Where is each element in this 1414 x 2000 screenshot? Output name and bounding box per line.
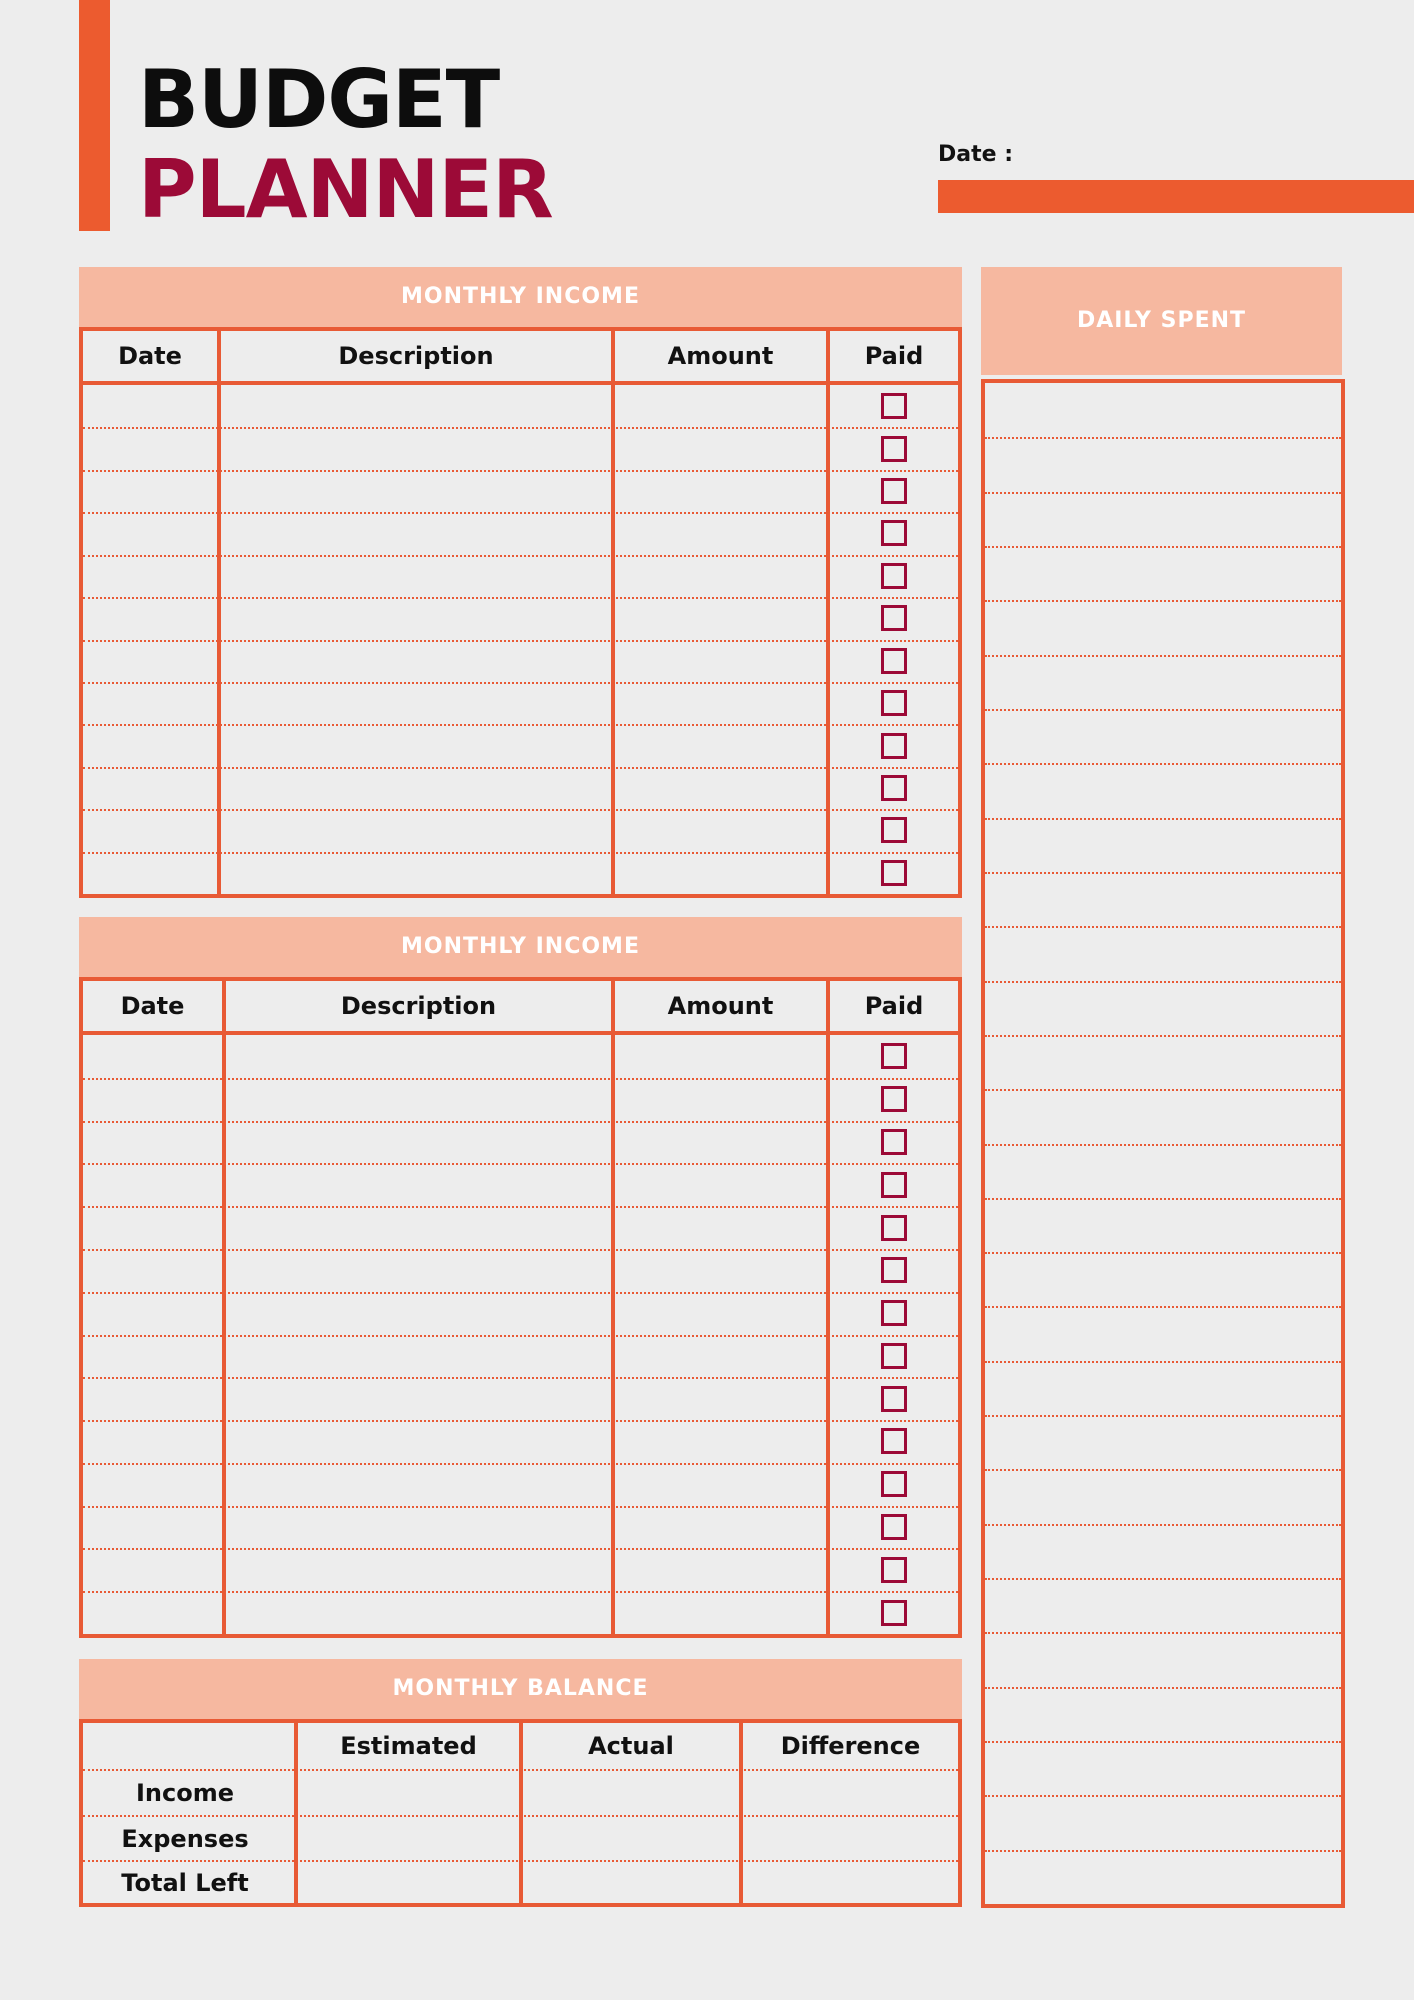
col-header-date: Date (118, 342, 182, 370)
paid-checkbox[interactable] (881, 1215, 907, 1241)
row-divider (83, 512, 958, 514)
paid-checkbox[interactable] (881, 1514, 907, 1540)
daily-spent-line (985, 1850, 1341, 1852)
daily-spent-line (985, 1361, 1341, 1363)
daily-spent-line (985, 1687, 1341, 1689)
paid-checkbox[interactable] (881, 1600, 907, 1626)
daily-spent-line (985, 763, 1341, 765)
col-header-amount: Amount (667, 342, 774, 370)
daily-spent-line (985, 600, 1341, 602)
paid-checkbox[interactable] (881, 648, 907, 674)
paid-checkbox[interactable] (881, 393, 907, 419)
row-divider (83, 1163, 958, 1165)
header-divider (83, 1031, 958, 1035)
date-label: Date : (938, 142, 1014, 167)
paid-checkbox[interactable] (881, 1343, 907, 1369)
row-divider (83, 1591, 958, 1593)
row-divider (83, 1420, 958, 1422)
daily-spent-line (985, 1089, 1341, 1091)
daily-spent-line (985, 926, 1341, 928)
col-header-estimated: Estimated (340, 1732, 477, 1760)
daily-spent-line (985, 437, 1341, 439)
paid-checkbox[interactable] (881, 1428, 907, 1454)
row-divider (83, 724, 958, 726)
paid-checkbox[interactable] (881, 860, 907, 886)
daily-spent-line (985, 1741, 1341, 1743)
paid-checkbox[interactable] (881, 1557, 907, 1583)
daily-spent-line (985, 655, 1341, 657)
col-header-paid: Paid (864, 342, 924, 370)
daily-spent-line (985, 1306, 1341, 1308)
daily-spent-line (985, 1035, 1341, 1037)
paid-checkbox[interactable] (881, 563, 907, 589)
row-divider (83, 470, 958, 472)
row-divider (83, 597, 958, 599)
row-divider (83, 1463, 958, 1465)
paid-checkbox[interactable] (881, 436, 907, 462)
col-header-description: Description (340, 992, 497, 1020)
income-table-1-header: MONTHLY INCOME (79, 267, 962, 327)
row-divider (83, 1335, 958, 1337)
paid-checkbox[interactable] (881, 1172, 907, 1198)
page-title-line1: BUDGET (138, 53, 500, 146)
income-table-1 (79, 327, 962, 898)
accent-bar (79, 0, 110, 231)
daily-spent-line (985, 546, 1341, 548)
row-divider (83, 1249, 958, 1251)
row-label-total-left: Total Left (121, 1869, 249, 1897)
row-divider (83, 809, 958, 811)
daily-spent-line (985, 1252, 1341, 1254)
row-divider (83, 555, 958, 557)
row-divider (83, 1377, 958, 1379)
date-field[interactable] (938, 180, 1414, 213)
daily-spent-line (985, 709, 1341, 711)
daily-spent-line (985, 1632, 1341, 1634)
paid-checkbox[interactable] (881, 1386, 907, 1412)
row-divider (83, 767, 958, 769)
col-header-amount: Amount (667, 992, 774, 1020)
row-divider (83, 1121, 958, 1123)
col-header-actual: Actual (588, 1732, 674, 1760)
row-divider (83, 682, 958, 684)
balance-table (79, 1719, 962, 1907)
daily-spent-line (985, 492, 1341, 494)
daily-spent-line (985, 1469, 1341, 1471)
row-label-expenses: Expenses (121, 1825, 249, 1853)
daily-spent-line (985, 1144, 1341, 1146)
row-label-income: Income (135, 1779, 234, 1807)
row-divider (83, 1206, 958, 1208)
income-table-2 (79, 977, 962, 1638)
paid-checkbox[interactable] (881, 690, 907, 716)
paid-checkbox[interactable] (881, 1086, 907, 1112)
row-divider (83, 1506, 958, 1508)
col-header-paid: Paid (864, 992, 924, 1020)
paid-checkbox[interactable] (881, 1257, 907, 1283)
daily-spent-line (985, 1578, 1341, 1580)
balance-table-header: MONTHLY BALANCE (79, 1659, 962, 1719)
daily-spent-line (985, 981, 1341, 983)
paid-checkbox[interactable] (881, 520, 907, 546)
daily-spent-line (985, 1198, 1341, 1200)
row-divider (83, 1292, 958, 1294)
daily-spent-header: DAILY SPENT (981, 267, 1342, 375)
paid-checkbox[interactable] (881, 1471, 907, 1497)
row-divider (83, 1548, 958, 1550)
row-divider (83, 852, 958, 854)
daily-spent-list (981, 379, 1345, 1908)
col-header-date: Date (120, 992, 185, 1020)
row-divider (83, 427, 958, 429)
row-divider (83, 1078, 958, 1080)
paid-checkbox[interactable] (881, 1043, 907, 1069)
daily-spent-line (985, 872, 1341, 874)
paid-checkbox[interactable] (881, 1300, 907, 1326)
paid-checkbox[interactable] (881, 733, 907, 759)
paid-checkbox[interactable] (881, 775, 907, 801)
paid-checkbox[interactable] (881, 817, 907, 843)
col-header-difference: Difference (780, 1732, 921, 1760)
header-divider (83, 381, 958, 385)
paid-checkbox[interactable] (881, 605, 907, 631)
daily-spent-line (985, 1415, 1341, 1417)
col-header-description: Description (338, 342, 494, 370)
row-divider (83, 640, 958, 642)
income-table-2-header: MONTHLY INCOME (79, 917, 962, 977)
paid-checkbox[interactable] (881, 478, 907, 504)
paid-checkbox[interactable] (881, 1129, 907, 1155)
daily-spent-line (985, 1795, 1341, 1797)
daily-spent-line (985, 818, 1341, 820)
page-title-line2: PLANNER (138, 143, 553, 236)
daily-spent-line (985, 1524, 1341, 1526)
